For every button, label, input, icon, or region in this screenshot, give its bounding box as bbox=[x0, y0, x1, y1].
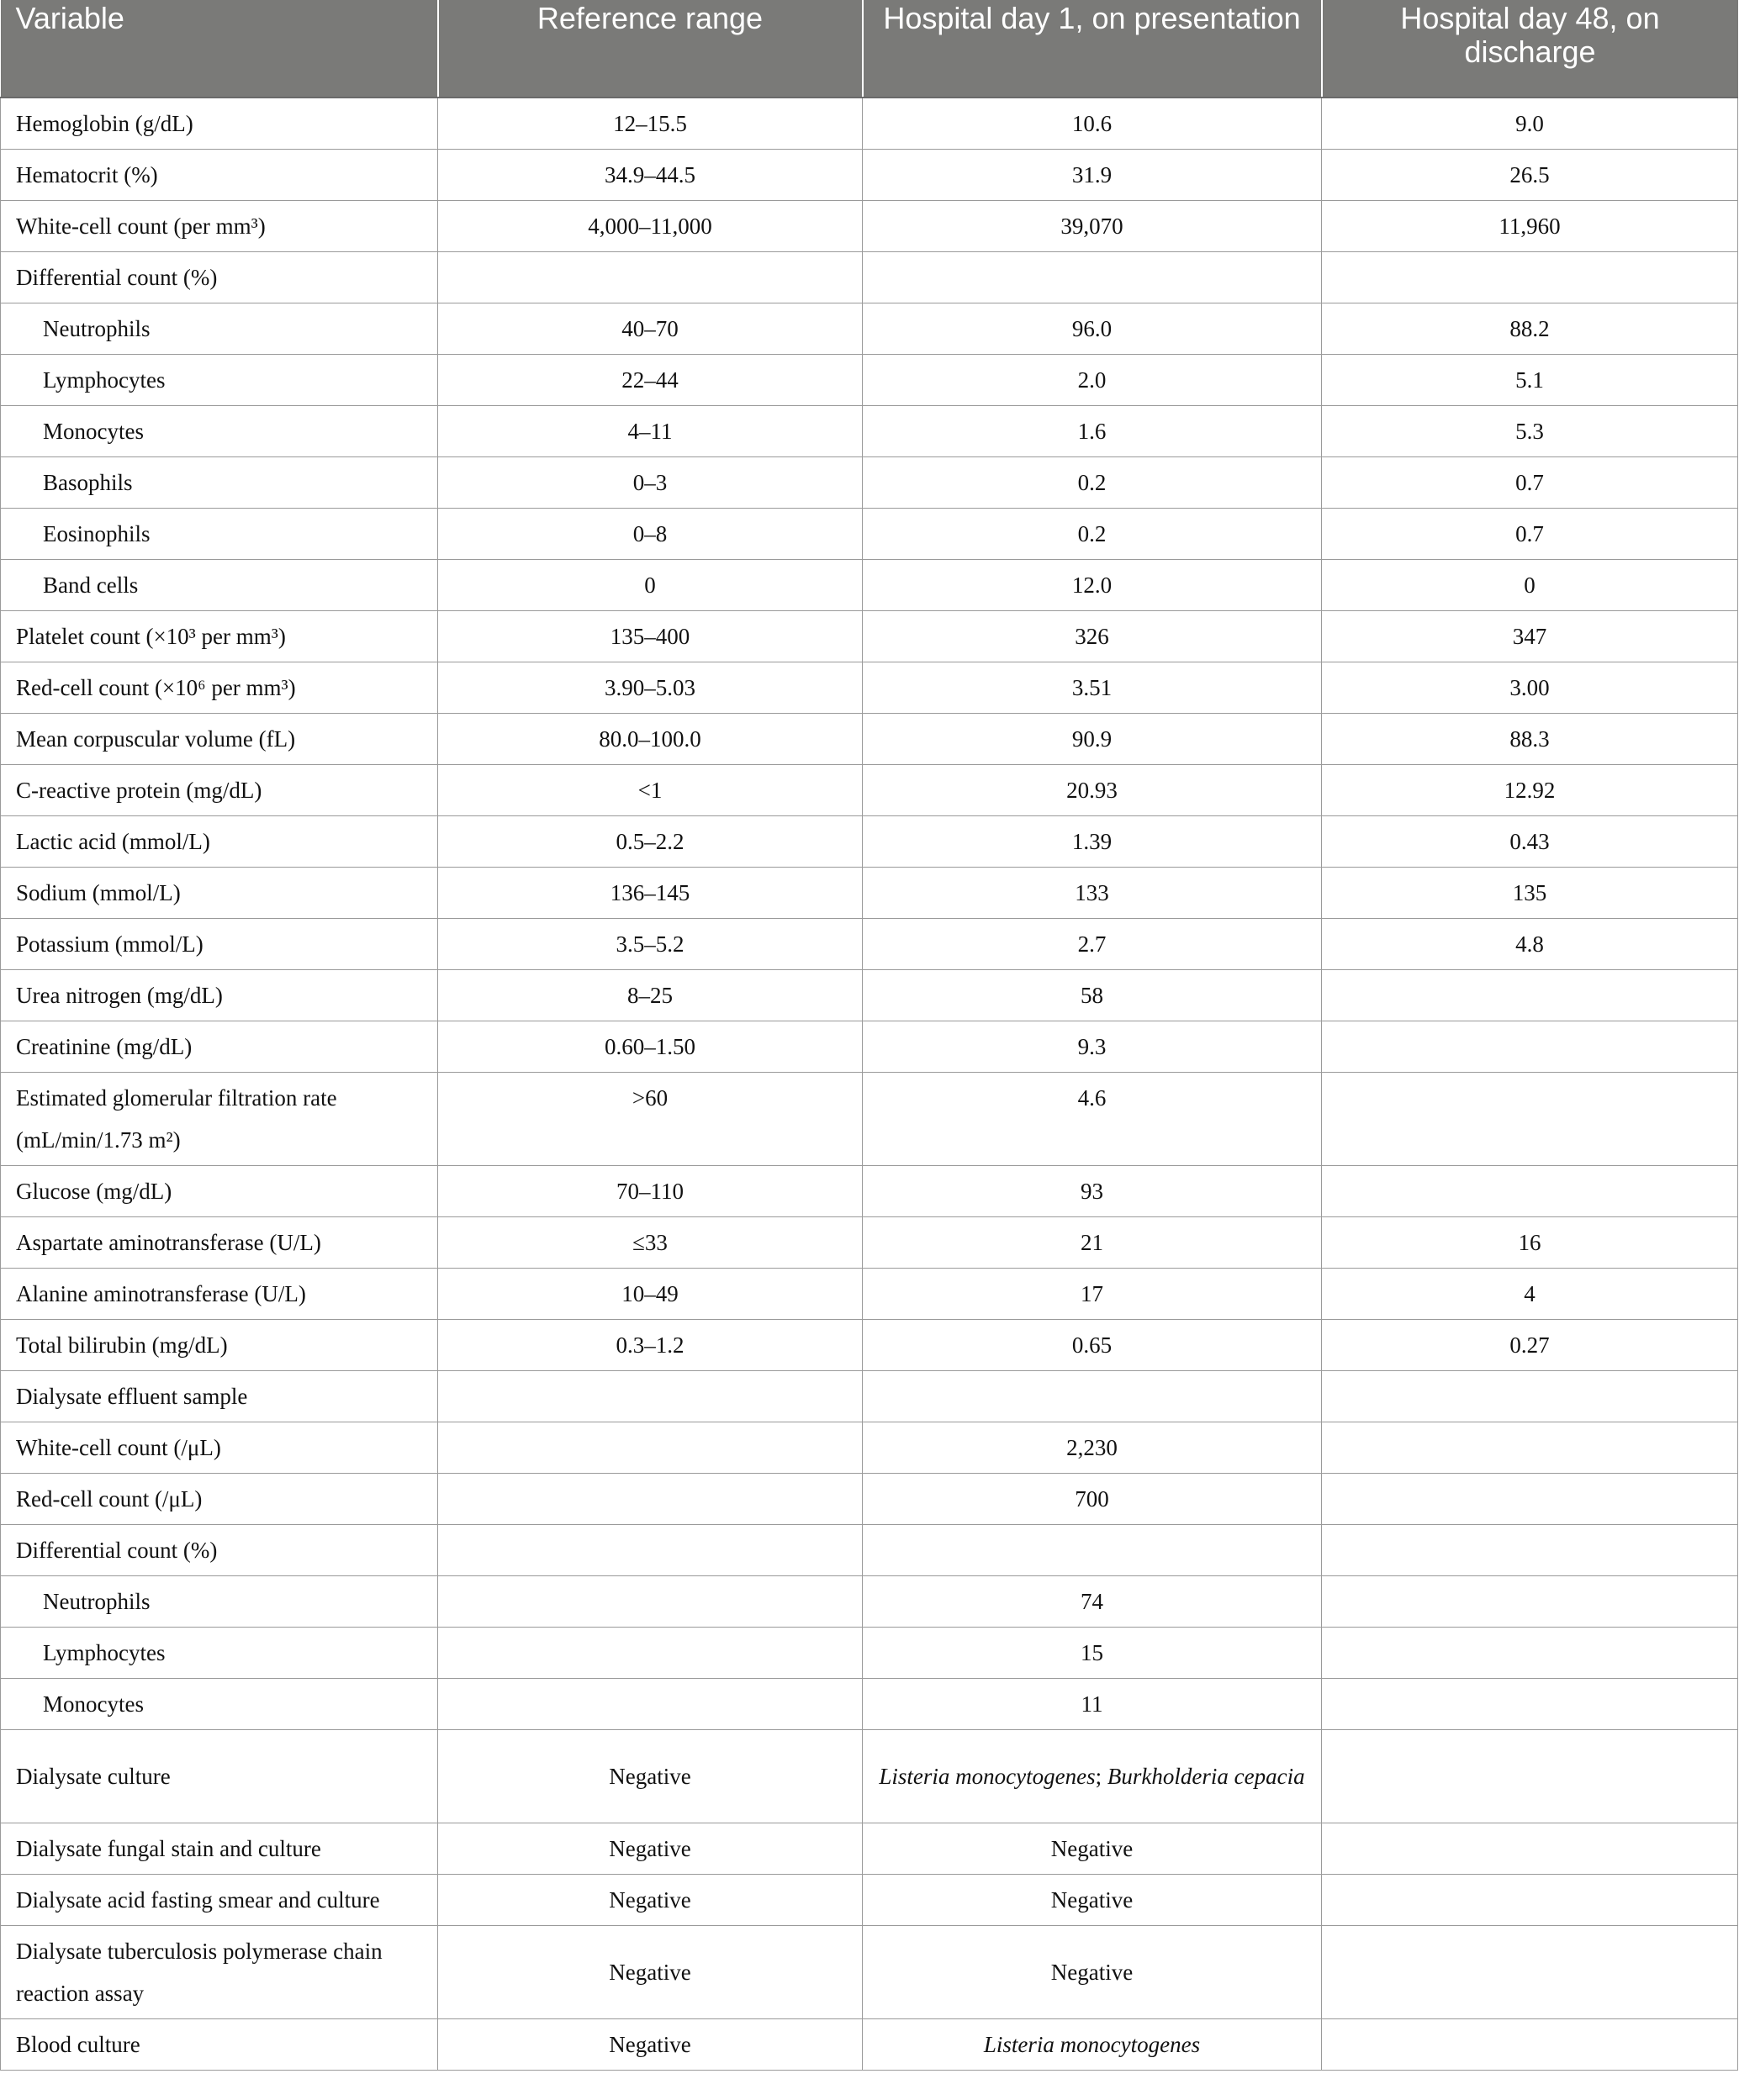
day1-cell bbox=[863, 1729, 1322, 1823]
day48-cell bbox=[1322, 1021, 1738, 1072]
day1-cell: 17 bbox=[863, 1268, 1322, 1319]
day48-cell bbox=[1322, 251, 1738, 303]
day48-cell: 5.1 bbox=[1322, 354, 1738, 405]
table-row bbox=[1, 251, 1738, 303]
table-row bbox=[1, 1319, 1738, 1370]
table-row bbox=[1, 1216, 1738, 1268]
day48-cell: 16 bbox=[1322, 1216, 1738, 1268]
variable-cell: Urea nitrogen (mg/dL) bbox=[1, 969, 438, 1021]
variable-cell: Blood culture bbox=[1, 2018, 438, 2070]
day48-cell bbox=[1322, 1678, 1738, 1729]
table-row bbox=[1, 1021, 1738, 1072]
reference-cell: ≤33 bbox=[438, 1216, 863, 1268]
variable-cell: Sodium (mmol/L) bbox=[1, 867, 438, 918]
day1-cell: 12.0 bbox=[863, 559, 1322, 610]
day1-cell: 9.3 bbox=[863, 1021, 1322, 1072]
reference-cell: 0–3 bbox=[438, 456, 863, 508]
variable-cell: Lymphocytes bbox=[1, 354, 438, 405]
table-row bbox=[1, 1268, 1738, 1319]
reference-cell: 135–400 bbox=[438, 610, 863, 662]
reference-cell: 80.0–100.0 bbox=[438, 713, 863, 764]
table-row bbox=[1, 1874, 1738, 1925]
reference-cell: 10–49 bbox=[438, 1268, 863, 1319]
reference-cell: 0.5–2.2 bbox=[438, 815, 863, 867]
variable-cell: Red-cell count (/μL) bbox=[1, 1473, 438, 1524]
day48-cell bbox=[1322, 1823, 1738, 1874]
day1-cell: 133 bbox=[863, 867, 1322, 918]
table-row bbox=[1, 149, 1738, 200]
day48-cell: 135 bbox=[1322, 867, 1738, 918]
day1-cell: 21 bbox=[863, 1216, 1322, 1268]
table-row bbox=[1, 303, 1738, 354]
table-row bbox=[1, 2018, 1738, 2070]
reference-cell: Negative bbox=[438, 1823, 863, 1874]
day1-cell: 2.7 bbox=[863, 918, 1322, 969]
variable-cell: Platelet count (×10³ per mm³) bbox=[1, 610, 438, 662]
table-row bbox=[1, 1072, 1738, 1165]
day1-cell: 4.6 bbox=[863, 1072, 1322, 1165]
table-row bbox=[1, 559, 1738, 610]
table-row bbox=[1, 1729, 1738, 1823]
variable-cell: Neutrophils bbox=[1, 1575, 438, 1627]
day48-cell bbox=[1322, 1729, 1738, 1823]
table-row bbox=[1, 764, 1738, 815]
day1-cell bbox=[863, 251, 1322, 303]
variable-cell: Glucose (mg/dL) bbox=[1, 1165, 438, 1216]
day48-cell: 0.7 bbox=[1322, 456, 1738, 508]
column-header-day48: Hospital day 48, on discharge bbox=[1322, 0, 1738, 98]
day48-cell: 0.43 bbox=[1322, 815, 1738, 867]
table-row bbox=[1, 508, 1738, 559]
reference-cell: Negative bbox=[438, 1925, 863, 2018]
day1-cell: 20.93 bbox=[863, 764, 1322, 815]
day48-cell: 11,960 bbox=[1322, 200, 1738, 251]
variable-cell: Neutrophils bbox=[1, 303, 438, 354]
day1-cell: 74 bbox=[863, 1575, 1322, 1627]
day1-cell: 1.39 bbox=[863, 815, 1322, 867]
variable-cell: Eosinophils bbox=[1, 508, 438, 559]
variable-cell: Dialysate fungal stain and culture bbox=[1, 1823, 438, 1874]
variable-cell: Dialysate acid fasting smear and culture bbox=[1, 1874, 438, 1925]
variable-cell: Mean corpuscular volume (fL) bbox=[1, 713, 438, 764]
variable-cell: Lymphocytes bbox=[1, 1627, 438, 1678]
table-row bbox=[1, 662, 1738, 713]
day48-cell: 5.3 bbox=[1322, 405, 1738, 456]
day48-cell bbox=[1322, 1627, 1738, 1678]
day1-cell: 90.9 bbox=[863, 713, 1322, 764]
column-header-variable: Variable bbox=[1, 0, 438, 98]
variable-cell: Differential count (%) bbox=[1, 1524, 438, 1575]
table-row bbox=[1, 1473, 1738, 1524]
table-row bbox=[1, 1627, 1738, 1678]
column-header-day1: Hospital day 1, on presentation bbox=[863, 0, 1322, 98]
reference-cell: 40–70 bbox=[438, 303, 863, 354]
organism-separator: ; bbox=[1095, 1763, 1107, 1789]
day1-cell: 326 bbox=[863, 610, 1322, 662]
day48-cell: 0.7 bbox=[1322, 508, 1738, 559]
reference-cell: >60 bbox=[438, 1072, 863, 1165]
reference-cell bbox=[438, 1678, 863, 1729]
variable-cell: Differential count (%) bbox=[1, 251, 438, 303]
variable-cell: Total bilirubin (mg/dL) bbox=[1, 1319, 438, 1370]
day1-cell: 96.0 bbox=[863, 303, 1322, 354]
variable-cell: Dialysate tuberculosis polymerase chain reaction assay bbox=[1, 1925, 438, 2018]
variable-cell: Aspartate aminotransferase (U/L) bbox=[1, 1216, 438, 1268]
reference-cell: 8–25 bbox=[438, 969, 863, 1021]
reference-cell: 0.60–1.50 bbox=[438, 1021, 863, 1072]
day1-cell: 39,070 bbox=[863, 200, 1322, 251]
day1-cell: Negative bbox=[863, 1823, 1322, 1874]
day48-cell bbox=[1322, 1422, 1738, 1473]
variable-cell: C-reactive protein (mg/dL) bbox=[1, 764, 438, 815]
day1-cell: 0.2 bbox=[863, 508, 1322, 559]
day1-cell bbox=[863, 2018, 1322, 2070]
day48-cell: 347 bbox=[1322, 610, 1738, 662]
table-row bbox=[1, 1165, 1738, 1216]
day1-cell: Negative bbox=[863, 1874, 1322, 1925]
day1-cell: 2,230 bbox=[863, 1422, 1322, 1473]
organism-name: Listeria monocytogenes bbox=[983, 2031, 1201, 2057]
reference-cell: Negative bbox=[438, 1729, 863, 1823]
variable-cell: Monocytes bbox=[1, 1678, 438, 1729]
variable-cell: Lactic acid (mmol/L) bbox=[1, 815, 438, 867]
day1-cell: 10.6 bbox=[863, 98, 1322, 149]
column-header-reference-range: Reference range bbox=[438, 0, 863, 98]
reference-cell bbox=[438, 1524, 863, 1575]
day1-cell: 2.0 bbox=[863, 354, 1322, 405]
day1-cell: 0.2 bbox=[863, 456, 1322, 508]
day48-cell: 0.27 bbox=[1322, 1319, 1738, 1370]
day1-cell: Negative bbox=[863, 1925, 1322, 2018]
variable-cell: White-cell count (/μL) bbox=[1, 1422, 438, 1473]
reference-cell: Negative bbox=[438, 2018, 863, 2070]
day1-cell: 700 bbox=[863, 1473, 1322, 1524]
reference-cell: 0.3–1.2 bbox=[438, 1319, 863, 1370]
day48-cell: 9.0 bbox=[1322, 98, 1738, 149]
day48-cell bbox=[1322, 969, 1738, 1021]
table-row bbox=[1, 98, 1738, 149]
table-row bbox=[1, 969, 1738, 1021]
day48-cell: 12.92 bbox=[1322, 764, 1738, 815]
reference-cell: 12–15.5 bbox=[438, 98, 863, 149]
table-row bbox=[1, 918, 1738, 969]
reference-cell: 136–145 bbox=[438, 867, 863, 918]
reference-cell: 70–110 bbox=[438, 1165, 863, 1216]
variable-cell: White-cell count (per mm³) bbox=[1, 200, 438, 251]
reference-cell: 34.9–44.5 bbox=[438, 149, 863, 200]
reference-cell: 4–11 bbox=[438, 405, 863, 456]
table-row bbox=[1, 1678, 1738, 1729]
day1-cell: 11 bbox=[863, 1678, 1322, 1729]
variable-cell: Hemoglobin (g/dL) bbox=[1, 98, 438, 149]
table-row bbox=[1, 713, 1738, 764]
table-row bbox=[1, 1370, 1738, 1422]
reference-cell bbox=[438, 1575, 863, 1627]
table-row bbox=[1, 456, 1738, 508]
day48-cell: 88.2 bbox=[1322, 303, 1738, 354]
variable-cell: Red-cell count (×10⁶ per mm³) bbox=[1, 662, 438, 713]
table-row bbox=[1, 815, 1738, 867]
day48-cell: 0 bbox=[1322, 559, 1738, 610]
reference-cell: 22–44 bbox=[438, 354, 863, 405]
variable-cell: Basophils bbox=[1, 456, 438, 508]
reference-cell bbox=[438, 1473, 863, 1524]
day48-cell bbox=[1322, 1473, 1738, 1524]
day48-cell: 4.8 bbox=[1322, 918, 1738, 969]
reference-cell: Negative bbox=[438, 1874, 863, 1925]
day48-cell bbox=[1322, 1524, 1738, 1575]
day1-cell: 31.9 bbox=[863, 149, 1322, 200]
variable-cell: Estimated glomerular filtration rate (mL/min/1.73 m²) bbox=[1, 1072, 438, 1165]
variable-cell: Potassium (mmol/L) bbox=[1, 918, 438, 969]
table-row bbox=[1, 405, 1738, 456]
day48-cell bbox=[1322, 1874, 1738, 1925]
reference-cell: 0 bbox=[438, 559, 863, 610]
day1-cell: 15 bbox=[863, 1627, 1322, 1678]
day48-cell bbox=[1322, 1925, 1738, 2018]
reference-cell bbox=[438, 1627, 863, 1678]
table-row bbox=[1, 1823, 1738, 1874]
day1-cell: 0.65 bbox=[863, 1319, 1322, 1370]
table-row bbox=[1, 1524, 1738, 1575]
reference-cell: 0–8 bbox=[438, 508, 863, 559]
variable-cell: Hematocrit (%) bbox=[1, 149, 438, 200]
day48-cell: 88.3 bbox=[1322, 713, 1738, 764]
day48-cell: 4 bbox=[1322, 1268, 1738, 1319]
table-row bbox=[1, 200, 1738, 251]
day1-cell: 93 bbox=[863, 1165, 1322, 1216]
day48-cell bbox=[1322, 1072, 1738, 1165]
header-row bbox=[1, 0, 1738, 98]
organism-name: Listeria monocytogenes bbox=[879, 1763, 1096, 1789]
day1-cell: 1.6 bbox=[863, 405, 1322, 456]
day48-cell: 3.00 bbox=[1322, 662, 1738, 713]
reference-cell: 3.5–5.2 bbox=[438, 918, 863, 969]
reference-cell: 3.90–5.03 bbox=[438, 662, 863, 713]
reference-cell bbox=[438, 251, 863, 303]
day48-cell bbox=[1322, 1165, 1738, 1216]
variable-cell: Monocytes bbox=[1, 405, 438, 456]
variable-cell: Alanine aminotransferase (U/L) bbox=[1, 1268, 438, 1319]
variable-cell: Band cells bbox=[1, 559, 438, 610]
day48-cell bbox=[1322, 1575, 1738, 1627]
table-row bbox=[1, 354, 1738, 405]
variable-cell: Creatinine (mg/dL) bbox=[1, 1021, 438, 1072]
reference-cell: <1 bbox=[438, 764, 863, 815]
variable-cell: Dialysate effluent sample bbox=[1, 1370, 438, 1422]
day1-cell: 58 bbox=[863, 969, 1322, 1021]
table-row bbox=[1, 1575, 1738, 1627]
variable-cell: Dialysate culture bbox=[1, 1729, 438, 1823]
reference-cell bbox=[438, 1422, 863, 1473]
day48-cell: 26.5 bbox=[1322, 149, 1738, 200]
day1-cell: 3.51 bbox=[863, 662, 1322, 713]
day1-cell bbox=[863, 1524, 1322, 1575]
table-row bbox=[1, 867, 1738, 918]
day48-cell bbox=[1322, 1370, 1738, 1422]
table-row bbox=[1, 610, 1738, 662]
table-row bbox=[1, 1422, 1738, 1473]
table-row bbox=[1, 1925, 1738, 2018]
organism-name: Burkholderia cepacia bbox=[1107, 1763, 1305, 1789]
day48-cell bbox=[1322, 2018, 1738, 2070]
reference-cell: 4,000–11,000 bbox=[438, 200, 863, 251]
reference-cell bbox=[438, 1370, 863, 1422]
day1-cell bbox=[863, 1370, 1322, 1422]
